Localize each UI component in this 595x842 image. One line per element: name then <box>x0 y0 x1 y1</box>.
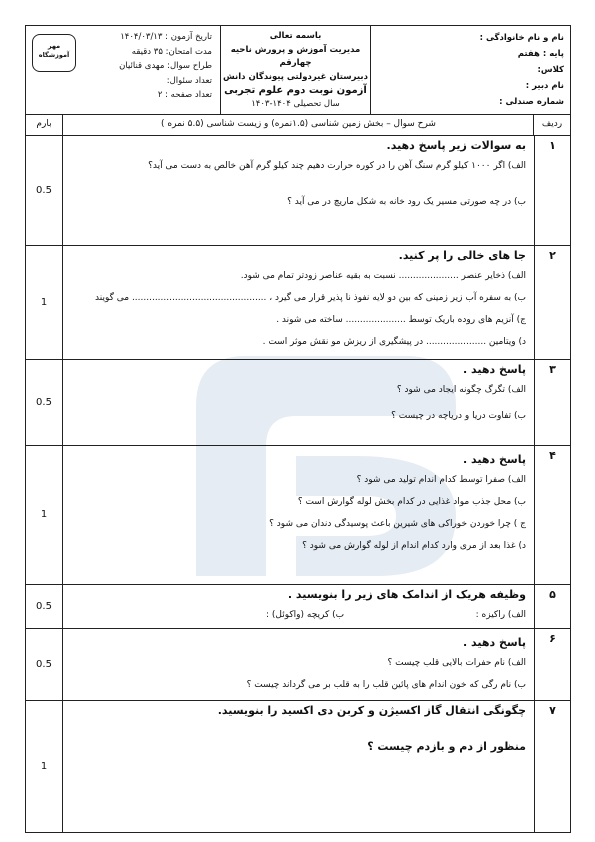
question-part: الف) ذخایر عنصر ..................... نسبت به بقیه عناصر زودتر تمام می شود. <box>240 271 526 281</box>
education-office: مدیریت آموزش و پرورش ناحیه چهارقم <box>230 44 361 68</box>
question-part: ج ) چرا خوردن خوراکی های شیرین باعث پوسیدگی دندان می شود ؟ <box>269 519 526 529</box>
question-row <box>26 359 570 446</box>
question-body <box>62 700 534 832</box>
academic-year: سال تحصیلی ۱۴۰۴-۱۴۰۳ <box>251 98 340 109</box>
student-info <box>370 26 570 114</box>
question-body <box>62 135 534 245</box>
question-part-a: الف) راکیزه : <box>475 610 526 620</box>
question-score: 0.5 <box>36 658 52 670</box>
question-part: الف) تگرگ چگونه ایجاد می شود ؟ <box>396 385 526 395</box>
question-number: ۱ <box>534 135 570 245</box>
question-part: ب) تفاوت دریا و دریاچه در چیست ؟ <box>391 411 526 421</box>
page-count: تعداد صفحه : ۲ <box>157 90 212 100</box>
question-part <box>266 604 526 626</box>
question-title: پاسخ دهید . <box>463 363 526 376</box>
question-row <box>26 135 570 246</box>
question-title: چگونگی انتقال گاز اکسیژن و کربن دی اکسید را بنویسید. <box>217 704 526 717</box>
question-part: الف) اگر ۱۰۰۰ کیلو گرم سنگ آهن را در کوره حرارت دهیم چند کیلو گرم آهن خالص به دست می آید؟ <box>148 161 526 171</box>
question-score: 0.5 <box>36 396 52 408</box>
question-score: 1 <box>40 296 48 308</box>
question-number: ۳ <box>534 359 570 445</box>
question-number: ۷ <box>534 700 570 832</box>
exam-info <box>26 26 220 114</box>
question-score: 0.5 <box>36 184 52 196</box>
student-name-label: نام و نام خانوادگی : <box>479 33 564 43</box>
question-designer: طراح سوال: مهدی قنائیان <box>119 61 212 71</box>
question-number: ۴ <box>534 445 570 584</box>
question-body <box>62 359 534 445</box>
question-body <box>62 628 534 700</box>
question-part: ب) نام رگی که خون اندام های پائین قلب را به قلب بر می گرداند چیست ؟ <box>246 680 526 690</box>
question-title: پاسخ دهید . <box>463 636 526 649</box>
question-row <box>26 700 570 832</box>
question-part: ج) آنزیم های روده باریک توسط ..................... ساخته می شوند . <box>276 315 526 325</box>
teacher-label: نام دبیر : <box>525 81 564 91</box>
row-number-header: ردیف <box>533 114 570 135</box>
question-part-b: ب) کریچه (واکوئل) : <box>266 610 345 620</box>
class-label: کلاس: <box>537 65 564 75</box>
question-number: ۶ <box>534 628 570 700</box>
question-title: جا های خالی را پر کنید. <box>398 249 526 262</box>
exam-header <box>26 26 570 115</box>
question-part: د) غذا بعد از مری وارد کدام اندام از لوله گوارش می شود ؟ <box>302 541 526 551</box>
question-number: ۲ <box>534 245 570 359</box>
question-part: ب) محل جذب مواد غذایی در کدام بخش لوله گوارش است ؟ <box>297 497 526 507</box>
question-body <box>62 445 534 584</box>
bismillah-line: باسمه تعالی <box>269 31 322 41</box>
question-row <box>26 245 570 360</box>
question-score: 1 <box>40 509 48 520</box>
exam-date: تاریخ آزمون : ۱۴۰۴/۰۳/۱۳ <box>120 32 212 42</box>
question-title-secondary: منظور از دم و بازدم چیست ؟ <box>367 740 526 753</box>
school-stamp-box: مهر آموزشگاه <box>32 34 76 72</box>
question-title: پاسخ دهید . <box>463 453 526 466</box>
question-part: الف) صفرا توسط کدام اندام تولید می شود ؟ <box>356 475 526 485</box>
question-part: ب) در چه صورتی مسیر یک رود خانه به شکل ماریچ در می آید ؟ <box>287 197 526 207</box>
question-score: 1 <box>40 760 48 772</box>
question-body <box>62 584 534 628</box>
exam-duration: مدت امتحان: ۳۵ دقیقه <box>131 46 212 57</box>
question-title: به سوالات زیر پاسخ دهید. <box>386 139 526 152</box>
question-number: ۵ <box>534 584 570 628</box>
question-title: وظیفه هریک از اندامک های زیر را بنویسید . <box>287 588 526 601</box>
question-part: الف) نام حفرات بالایی قلب چیست ؟ <box>387 658 526 668</box>
question-row <box>26 584 570 629</box>
description-header: شرح سوال – بخش زمین شناسی (۱.۵نمره) و زیست شناسی (۵.۵ نمره ) <box>62 114 534 135</box>
question-row <box>26 445 570 585</box>
score-header: بارم <box>36 119 52 129</box>
seat-number-label: شماره صندلی : <box>499 97 564 107</box>
question-score: 0.5 <box>36 600 52 612</box>
school-info <box>220 26 370 114</box>
question-part: د) ویتامین ..................... در پیشگیری از ریزش مو نقش موثر است . <box>262 337 526 347</box>
exam-title: آزمون نوبت دوم علوم تجربی <box>224 85 367 96</box>
grade-label: پایه : هفتم <box>517 49 564 59</box>
question-part: ب) به سفره آب زیر زمینی که بین دو لایه نفوذ نا پذیر قرار می گیرد ، ............................................... می گویند <box>95 293 526 303</box>
question-body <box>62 245 534 359</box>
question-count: تعداد سئوال: <box>166 75 212 86</box>
question-row <box>26 628 570 701</box>
column-header-row <box>26 114 570 136</box>
school-name: دبیرستان غیردولتی پیوندگان دانش <box>223 71 368 82</box>
exam-sheet <box>25 25 571 833</box>
